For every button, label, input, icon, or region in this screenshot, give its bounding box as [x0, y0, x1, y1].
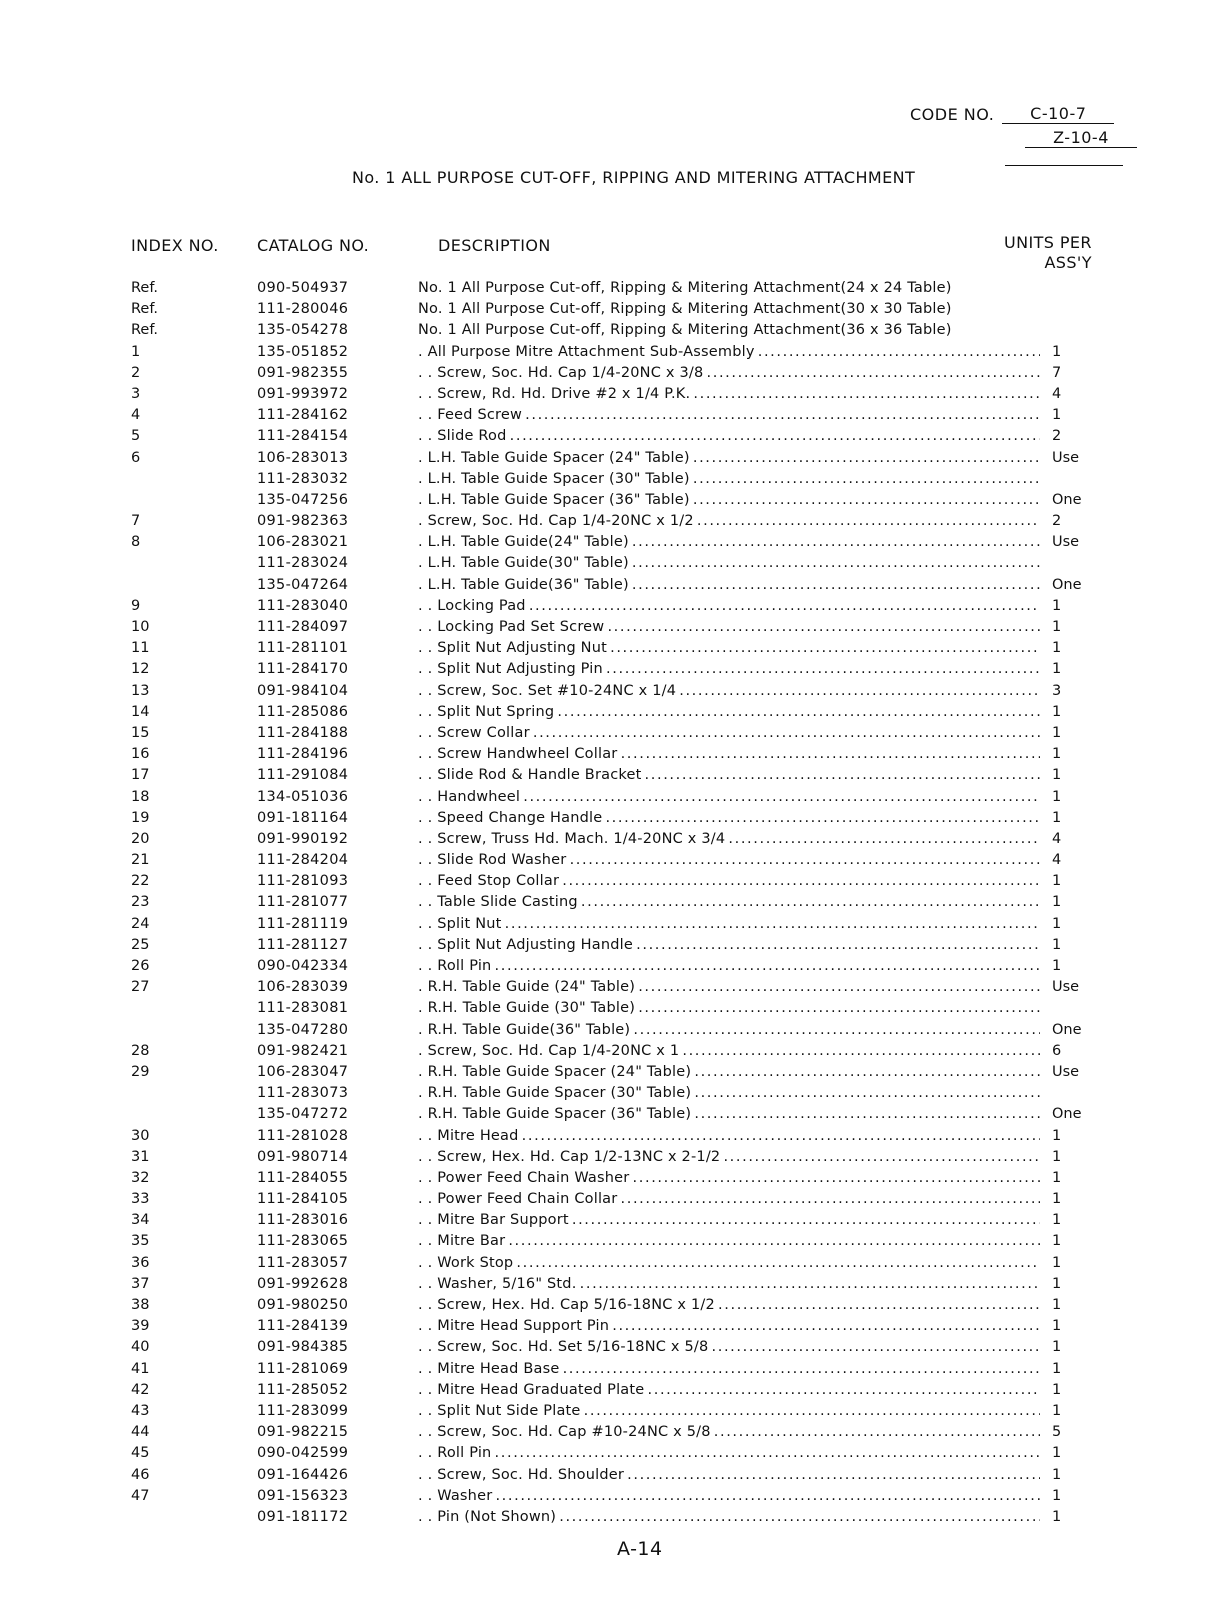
table-row	[0, 1062, 1223, 1083]
table-row	[0, 299, 1223, 320]
index-cell: 15	[131, 724, 150, 741]
table-row	[0, 617, 1223, 638]
catalog-cell: 135-047256	[257, 491, 349, 508]
table-row	[0, 1020, 1223, 1041]
units-cell: 1	[1052, 640, 1062, 657]
description-cell: . . Roll Pin . . .	[418, 956, 1040, 977]
catalog-cell: 111-284139	[257, 1318, 349, 1335]
units-cell: 1	[1052, 703, 1062, 720]
catalog-cell: 111-283032	[257, 470, 349, 487]
parts-list	[0, 278, 1223, 1528]
units-cell: Use	[1052, 449, 1080, 466]
units-cell: 1	[1052, 597, 1062, 614]
table-row	[0, 1422, 1223, 1443]
units-cell: 1	[1052, 1445, 1062, 1462]
index-cell: 33	[131, 1191, 150, 1208]
units-cell: 1	[1052, 1127, 1062, 1144]
units-cell: Use	[1052, 1063, 1080, 1080]
description-cell: . . Speed Change Handle . . .	[418, 808, 1040, 829]
code-number-block	[910, 100, 1137, 148]
description-cell: . . Mitre Bar Support . . .	[418, 1210, 1040, 1231]
index-cell: 7	[131, 513, 141, 530]
table-row	[0, 1316, 1223, 1337]
description-cell: . . Mitre Head Graduated Plate . . .	[418, 1380, 1040, 1401]
description-cell: . . Roll Pin . . .	[418, 1443, 1040, 1464]
description-cell: . . Mitre Head . . .	[418, 1126, 1040, 1147]
code-number-value-2: Z-10-4	[1025, 128, 1137, 148]
catalog-cell: 111-283057	[257, 1254, 349, 1271]
units-cell: 7	[1052, 364, 1062, 381]
units-cell: 4	[1052, 830, 1062, 847]
index-cell: 14	[131, 703, 150, 720]
catalog-cell: 106-283013	[257, 449, 349, 466]
catalog-cell: 111-281119	[257, 915, 349, 932]
description-cell: . . Feed Stop Collar . . .	[418, 871, 1040, 892]
index-cell: 24	[131, 915, 150, 932]
description-cell: . . Screw, Truss Hd. Mach. 1/4-20NC x 3/4 . . .	[418, 829, 1040, 850]
table-row	[0, 596, 1223, 617]
table-row	[0, 511, 1223, 532]
catalog-cell: 091-982363	[257, 513, 349, 530]
catalog-cell: 091-980714	[257, 1148, 349, 1165]
units-cell: 1	[1052, 1254, 1062, 1271]
description-cell: . . Split Nut . . .	[418, 914, 1040, 935]
catalog-cell: 091-984104	[257, 682, 349, 699]
units-cell: One	[1052, 576, 1082, 593]
index-cell: 22	[131, 873, 150, 890]
header-description: DESCRIPTION	[438, 236, 551, 255]
catalog-cell: 106-283021	[257, 534, 349, 551]
description-cell: . . Mitre Head Base . . .	[418, 1359, 1040, 1380]
catalog-cell: 091-181164	[257, 809, 349, 826]
catalog-cell: 111-284170	[257, 661, 349, 678]
units-cell: 1	[1052, 619, 1062, 635]
header-units-per-assy	[1004, 233, 1092, 273]
page-title: No. 1 ALL PURPOSE CUT-OFF, RIPPING AND MITERING ATTACHMENT	[352, 168, 916, 187]
description-cell: . . Slide Rod & Handle Bracket . . .	[418, 765, 1040, 786]
units-cell: 1	[1052, 958, 1062, 974]
description-cell: . . Split Nut Side Plate . . .	[418, 1401, 1040, 1422]
table-row	[0, 1253, 1223, 1274]
catalog-cell: 111-284204	[257, 852, 349, 869]
table-row	[0, 384, 1223, 405]
index-cell: 18	[131, 788, 150, 805]
description-cell: . . Work Stop . . .	[418, 1253, 1040, 1274]
description-cell: . . Split Nut Adjusting Nut . . .	[418, 638, 1040, 659]
description-cell: . . Locking Pad Set Screw . . .	[418, 617, 1040, 638]
description-cell: . . Feed Screw . . .	[418, 405, 1040, 426]
units-cell: One	[1052, 491, 1082, 508]
catalog-cell: 111-280046	[257, 301, 349, 318]
units-cell: 1	[1052, 1318, 1062, 1335]
units-cell: 1	[1052, 915, 1062, 932]
catalog-cell: 111-281028	[257, 1127, 349, 1144]
header-units-line-1: UNITS PER	[1004, 233, 1092, 252]
index-cell: 13	[131, 682, 150, 699]
catalog-cell: 111-283099	[257, 1402, 349, 1419]
description-cell: . . Pin (Not Shown) . . .	[418, 1507, 1040, 1528]
units-cell: 1	[1052, 1148, 1062, 1165]
catalog-cell: 111-284097	[257, 619, 349, 635]
catalog-cell: 111-281069	[257, 1360, 349, 1377]
catalog-cell: 111-283016	[257, 1212, 349, 1229]
index-cell: 19	[131, 809, 150, 826]
index-cell: 26	[131, 958, 150, 974]
description-cell: . . Washer, 5/16" Std. . . .	[418, 1274, 1040, 1295]
catalog-cell: 090-042334	[257, 958, 349, 974]
units-cell: 1	[1052, 894, 1062, 911]
description-cell: . L.H. Table Guide(30" Table) . . .	[418, 553, 1040, 574]
catalog-cell: 111-281077	[257, 894, 349, 911]
table-row	[0, 1210, 1223, 1231]
units-cell: One	[1052, 1106, 1082, 1123]
units-cell: 1	[1052, 1191, 1062, 1208]
table-row	[0, 1359, 1223, 1380]
table-row	[0, 1147, 1223, 1168]
description-cell: . . Handwheel . . .	[418, 787, 1040, 808]
description-cell: No. 1 All Purpose Cut-off, Ripping & Mitering Attachment(24 x 24 Table)	[418, 280, 952, 296]
description-cell: . . Washer . . .	[418, 1486, 1040, 1507]
table-row	[0, 553, 1223, 574]
units-cell: One	[1052, 1021, 1082, 1038]
catalog-cell: 111-284154	[257, 428, 349, 445]
catalog-cell: 091-982215	[257, 1424, 349, 1441]
catalog-cell: 111-284055	[257, 1169, 349, 1186]
catalog-cell: 134-051036	[257, 788, 349, 805]
units-cell: 1	[1052, 724, 1062, 741]
description-cell: . . Power Feed Chain Collar . . .	[418, 1189, 1040, 1210]
description-cell: . . Screw Handwheel Collar . . .	[418, 744, 1040, 765]
index-cell: 2	[131, 364, 141, 381]
table-row	[0, 490, 1223, 511]
index-cell: 9	[131, 597, 141, 614]
units-cell: 1	[1052, 809, 1062, 826]
units-cell: 1	[1052, 873, 1062, 890]
catalog-cell: 111-281101	[257, 640, 349, 657]
units-cell: 6	[1052, 1042, 1062, 1059]
table-row	[0, 1231, 1223, 1252]
units-cell: 1	[1052, 746, 1062, 763]
description-cell: . Screw, Soc. Hd. Cap 1/4-20NC x 1 . . .	[418, 1041, 1040, 1062]
table-row	[0, 1126, 1223, 1147]
catalog-cell: 111-284196	[257, 746, 349, 763]
index-cell: 41	[131, 1360, 150, 1377]
description-cell: . . Power Feed Chain Washer . . .	[418, 1168, 1040, 1189]
index-cell: 47	[131, 1487, 150, 1504]
code-number-blank-line	[1005, 165, 1123, 166]
table-row	[0, 850, 1223, 871]
table-row	[0, 1168, 1223, 1189]
table-row	[0, 914, 1223, 935]
index-cell: 5	[131, 428, 141, 445]
table-row	[0, 320, 1223, 341]
catalog-cell: 111-285086	[257, 703, 349, 720]
table-row	[0, 363, 1223, 384]
description-cell: . All Purpose Mitre Attachment Sub-Assembly . . .	[418, 342, 1040, 363]
description-cell: . . Split Nut Adjusting Pin . . .	[418, 659, 1040, 680]
index-cell: 37	[131, 1275, 150, 1292]
index-cell: 34	[131, 1212, 150, 1229]
catalog-cell: 111-285052	[257, 1381, 349, 1398]
units-cell: 1	[1052, 1381, 1062, 1398]
units-cell: 1	[1052, 1297, 1062, 1313]
index-cell: 30	[131, 1127, 150, 1144]
catalog-cell: 091-181172	[257, 1508, 349, 1525]
index-cell: 36	[131, 1254, 150, 1271]
index-cell: 12	[131, 661, 150, 678]
units-cell: 4	[1052, 852, 1062, 869]
catalog-cell: 091-980250	[257, 1297, 349, 1313]
units-cell: Use	[1052, 534, 1080, 551]
index-cell: 45	[131, 1445, 150, 1462]
catalog-cell: 135-051852	[257, 343, 349, 360]
catalog-cell: 135-047264	[257, 576, 349, 593]
description-cell: . . Split Nut Adjusting Handle . . .	[418, 935, 1040, 956]
index-cell: 28	[131, 1042, 150, 1059]
catalog-cell: 106-283039	[257, 979, 349, 996]
table-row	[0, 1401, 1223, 1422]
catalog-cell: 111-284105	[257, 1191, 349, 1208]
index-cell: 40	[131, 1339, 150, 1356]
description-cell: . . Split Nut Spring . . .	[418, 702, 1040, 723]
units-cell: Use	[1052, 979, 1080, 996]
table-row	[0, 1486, 1223, 1507]
catalog-cell: 091-156323	[257, 1487, 349, 1504]
catalog-cell: 111-281127	[257, 936, 349, 953]
units-cell: 1	[1052, 661, 1062, 678]
table-row	[0, 659, 1223, 680]
index-cell: 43	[131, 1402, 150, 1419]
units-cell: 1	[1052, 1212, 1062, 1229]
table-row	[0, 1507, 1223, 1528]
description-cell: . L.H. Table Guide Spacer (30" Table) . . .	[418, 469, 1040, 490]
catalog-cell: 111-283073	[257, 1085, 349, 1102]
description-cell: . . Screw, Hex. Hd. Cap 1/2-13NC x 2-1/2 . . .	[418, 1147, 1040, 1168]
description-cell: . . Screw Collar . . .	[418, 723, 1040, 744]
description-cell: . L.H. Table Guide Spacer (36" Table) . . .	[418, 490, 1040, 511]
index-cell: 1	[131, 343, 141, 360]
table-row	[0, 1274, 1223, 1295]
table-row	[0, 744, 1223, 765]
index-cell: 16	[131, 746, 150, 763]
header-index-no: INDEX NO.	[131, 236, 219, 255]
units-cell: 1	[1052, 343, 1062, 360]
code-number-value-1: C-10-7	[1002, 104, 1114, 124]
units-cell: 4	[1052, 385, 1062, 402]
units-cell: 1	[1052, 407, 1062, 424]
catalog-cell: 091-164426	[257, 1466, 349, 1483]
index-cell: 25	[131, 936, 150, 953]
table-row	[0, 638, 1223, 659]
description-cell: . Screw, Soc. Hd. Cap 1/4-20NC x 1/2 . . .	[418, 511, 1040, 532]
units-cell: 1	[1052, 1487, 1062, 1504]
description-cell: . L.H. Table Guide(36" Table) . . .	[418, 575, 1040, 596]
description-cell: . . Screw, Rd. Hd. Drive #2 x 1/4 P.K. . . .	[418, 384, 1040, 405]
catalog-cell: 111-283024	[257, 555, 349, 572]
units-cell: 1	[1052, 936, 1062, 953]
description-cell: . . Screw, Soc. Set #10-24NC x 1/4 . . .	[418, 681, 1040, 702]
table-row	[0, 765, 1223, 786]
index-cell: 20	[131, 830, 150, 847]
table-row	[0, 1443, 1223, 1464]
index-cell: Ref.	[131, 322, 159, 339]
description-cell: . . Table Slide Casting . . .	[418, 892, 1040, 913]
table-row	[0, 1104, 1223, 1125]
units-cell: 1	[1052, 1402, 1062, 1419]
index-cell: 11	[131, 640, 150, 657]
index-cell: Ref.	[131, 301, 159, 318]
index-cell: 17	[131, 767, 150, 784]
description-cell: . . Slide Rod Washer . . .	[418, 850, 1040, 871]
index-cell: 4	[131, 407, 141, 424]
description-cell: . . Screw, Hex. Hd. Cap 5/16-18NC x 1/2 . . .	[418, 1295, 1040, 1316]
table-row	[0, 808, 1223, 829]
index-cell: Ref.	[131, 280, 159, 296]
catalog-cell: 111-283040	[257, 597, 349, 614]
units-cell: 2	[1052, 513, 1062, 530]
index-cell: 21	[131, 852, 150, 869]
table-row	[0, 956, 1223, 977]
units-cell: 1	[1052, 767, 1062, 784]
table-row	[0, 977, 1223, 998]
catalog-cell: 135-054278	[257, 322, 349, 339]
index-cell: 44	[131, 1424, 150, 1441]
index-cell: 6	[131, 449, 141, 466]
table-row	[0, 829, 1223, 850]
table-row	[0, 1083, 1223, 1104]
catalog-cell: 091-984385	[257, 1339, 349, 1356]
table-row	[0, 1465, 1223, 1486]
index-cell: 42	[131, 1381, 150, 1398]
catalog-cell: 106-283047	[257, 1063, 349, 1080]
catalog-cell: 091-990192	[257, 830, 349, 847]
table-row	[0, 278, 1223, 299]
table-row	[0, 787, 1223, 808]
index-cell: 38	[131, 1297, 150, 1313]
table-row	[0, 426, 1223, 447]
description-cell: . . Screw, Soc. Hd. Shoulder . . .	[418, 1465, 1040, 1486]
index-cell: 39	[131, 1318, 150, 1335]
description-cell: . . Locking Pad . . .	[418, 596, 1040, 617]
catalog-cell: 091-982355	[257, 364, 349, 381]
index-cell: 23	[131, 894, 150, 911]
catalog-cell: 091-992628	[257, 1275, 349, 1292]
index-cell: 27	[131, 979, 150, 996]
table-row	[0, 469, 1223, 490]
description-cell: No. 1 All Purpose Cut-off, Ripping & Mitering Attachment(30 x 30 Table)	[418, 301, 952, 318]
catalog-cell: 111-283065	[257, 1233, 349, 1250]
table-row	[0, 1380, 1223, 1401]
description-cell: . R.H. Table Guide(36" Table) . . .	[418, 1020, 1040, 1041]
table-row	[0, 575, 1223, 596]
table-row	[0, 892, 1223, 913]
table-row	[0, 702, 1223, 723]
description-cell: . R.H. Table Guide (30" Table) . . .	[418, 998, 1040, 1019]
table-row	[0, 1295, 1223, 1316]
catalog-cell: 090-504937	[257, 280, 349, 296]
table-row	[0, 998, 1223, 1019]
code-number-label: CODE NO.	[910, 105, 995, 124]
units-cell: 3	[1052, 682, 1062, 699]
table-row	[0, 723, 1223, 744]
header-catalog-no: CATALOG NO.	[257, 236, 370, 255]
description-cell: . . Screw, Soc. Hd. Cap #10-24NC x 5/8 . . .	[418, 1422, 1040, 1443]
catalog-cell: 111-284188	[257, 724, 349, 741]
units-cell: 1	[1052, 1508, 1062, 1525]
description-cell: . . Slide Rod . . .	[418, 426, 1040, 447]
units-cell: 1	[1052, 788, 1062, 805]
units-cell: 1	[1052, 1339, 1062, 1356]
description-cell: . R.H. Table Guide Spacer (30" Table) . . .	[418, 1083, 1040, 1104]
page-number: A-14	[617, 1538, 663, 1560]
description-cell: . R.H. Table Guide (24" Table) . . .	[418, 977, 1040, 998]
units-cell: 1	[1052, 1360, 1062, 1377]
table-row	[0, 681, 1223, 702]
catalog-cell: 135-047280	[257, 1021, 349, 1038]
catalog-cell: 135-047272	[257, 1106, 349, 1123]
description-cell: . L.H. Table Guide(24" Table) . . .	[418, 532, 1040, 553]
index-cell: 46	[131, 1466, 150, 1483]
index-cell: 31	[131, 1148, 150, 1165]
index-cell: 35	[131, 1233, 150, 1250]
description-cell: . L.H. Table Guide Spacer (24" Table) . . .	[418, 448, 1040, 469]
table-row	[0, 342, 1223, 363]
units-cell: 1	[1052, 1169, 1062, 1186]
table-row	[0, 871, 1223, 892]
table-row	[0, 1041, 1223, 1062]
units-cell: 1	[1052, 1233, 1062, 1250]
catalog-cell: 111-281093	[257, 873, 349, 890]
table-row	[0, 935, 1223, 956]
units-cell: 2	[1052, 428, 1062, 445]
table-row	[0, 405, 1223, 426]
index-cell: 10	[131, 619, 150, 635]
catalog-cell: 090-042599	[257, 1445, 349, 1462]
table-row	[0, 532, 1223, 553]
table-row	[0, 1337, 1223, 1358]
description-cell: . . Screw, Soc. Hd. Cap 1/4-20NC x 3/8 . . .	[418, 363, 1040, 384]
description-cell: . . Screw, Soc. Hd. Set 5/16-18NC x 5/8 . . .	[418, 1337, 1040, 1358]
index-cell: 3	[131, 385, 141, 402]
index-cell: 29	[131, 1063, 150, 1080]
table-row	[0, 1189, 1223, 1210]
header-units-line-2: ASS'Y	[1044, 253, 1092, 272]
description-cell: . R.H. Table Guide Spacer (36" Table) . . .	[418, 1104, 1040, 1125]
table-row	[0, 448, 1223, 469]
catalog-cell: 091-993972	[257, 385, 349, 402]
index-cell: 32	[131, 1169, 150, 1186]
description-cell: . R.H. Table Guide Spacer (24" Table) . . .	[418, 1062, 1040, 1083]
units-cell: 1	[1052, 1275, 1062, 1292]
catalog-cell: 111-283081	[257, 1000, 349, 1017]
catalog-cell: 091-982421	[257, 1042, 349, 1059]
description-cell: No. 1 All Purpose Cut-off, Ripping & Mitering Attachment(36 x 36 Table)	[418, 322, 952, 339]
description-cell: . . Mitre Head Support Pin . . .	[418, 1316, 1040, 1337]
catalog-cell: 111-291084	[257, 767, 349, 784]
catalog-cell: 111-284162	[257, 407, 349, 424]
index-cell: 8	[131, 534, 141, 551]
units-cell: 5	[1052, 1424, 1062, 1441]
description-cell: . . Mitre Bar . . .	[418, 1231, 1040, 1252]
units-cell: 1	[1052, 1466, 1062, 1483]
